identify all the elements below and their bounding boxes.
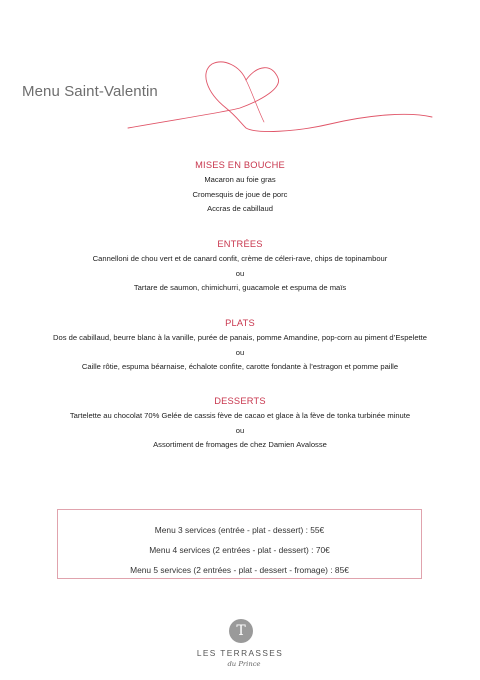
dish-separator: ou bbox=[235, 268, 245, 278]
dish-item: Macaron au foie gras bbox=[204, 175, 276, 184]
price-box bbox=[57, 509, 422, 579]
dish-item: Tartare de saumon, chimichurri, guacamole et espuma de maïs bbox=[133, 283, 347, 292]
dish-item: Tartelette au chocolat 70% Gelée de cassis fève de cacao et glace à la fève de tonka turbinée minute bbox=[69, 411, 411, 420]
section-plats bbox=[0, 316, 480, 375]
price-line: Menu 4 services (2 entrées - plat - dessert) : 70€ bbox=[149, 545, 330, 555]
logo-tagline: du Prince bbox=[227, 660, 261, 668]
section-entrees bbox=[0, 237, 480, 296]
dish-item: Accras de cabillaud bbox=[207, 204, 273, 213]
dish-item: Caille rôtie, espuma béarnaise, échalote confite, carotte fondante à l’estragon et pomme paille bbox=[81, 362, 399, 371]
section-heading: MISES EN BOUCHE bbox=[195, 160, 285, 170]
section-heading: ENTRÉES bbox=[217, 239, 263, 249]
section-desserts bbox=[0, 394, 480, 453]
price-line: Menu 5 services (2 entrées - plat - dessert - fromage) : 85€ bbox=[130, 565, 349, 575]
price-line: Menu 3 services (entrée - plat - dessert) : 55€ bbox=[154, 525, 325, 535]
dish-separator: ou bbox=[235, 347, 245, 357]
section-mises-en-bouche bbox=[0, 158, 480, 217]
section-heading: PLATS bbox=[225, 318, 255, 328]
logo-name: LES TERRASSES bbox=[196, 648, 284, 658]
dish-item: Cannelloni de chou vert et de canard confit, crème de céleri-rave, chips de topinambour bbox=[92, 254, 388, 263]
dish-item: Assortiment de fromages de chez Damien Avalosse bbox=[153, 440, 327, 449]
dish-item: Cromesquis de joue de porc bbox=[192, 189, 288, 199]
section-heading: DESSERTS bbox=[214, 396, 266, 406]
dish-item: Dos de cabillaud, beurre blanc à la vanille, purée de panais, pomme Amandine, pop-corn au piment d’Espelette bbox=[52, 333, 427, 342]
logo-icon: T bbox=[229, 619, 253, 643]
page-title: Menu Saint-Valentin bbox=[22, 83, 158, 100]
dish-separator: ou bbox=[235, 425, 245, 435]
